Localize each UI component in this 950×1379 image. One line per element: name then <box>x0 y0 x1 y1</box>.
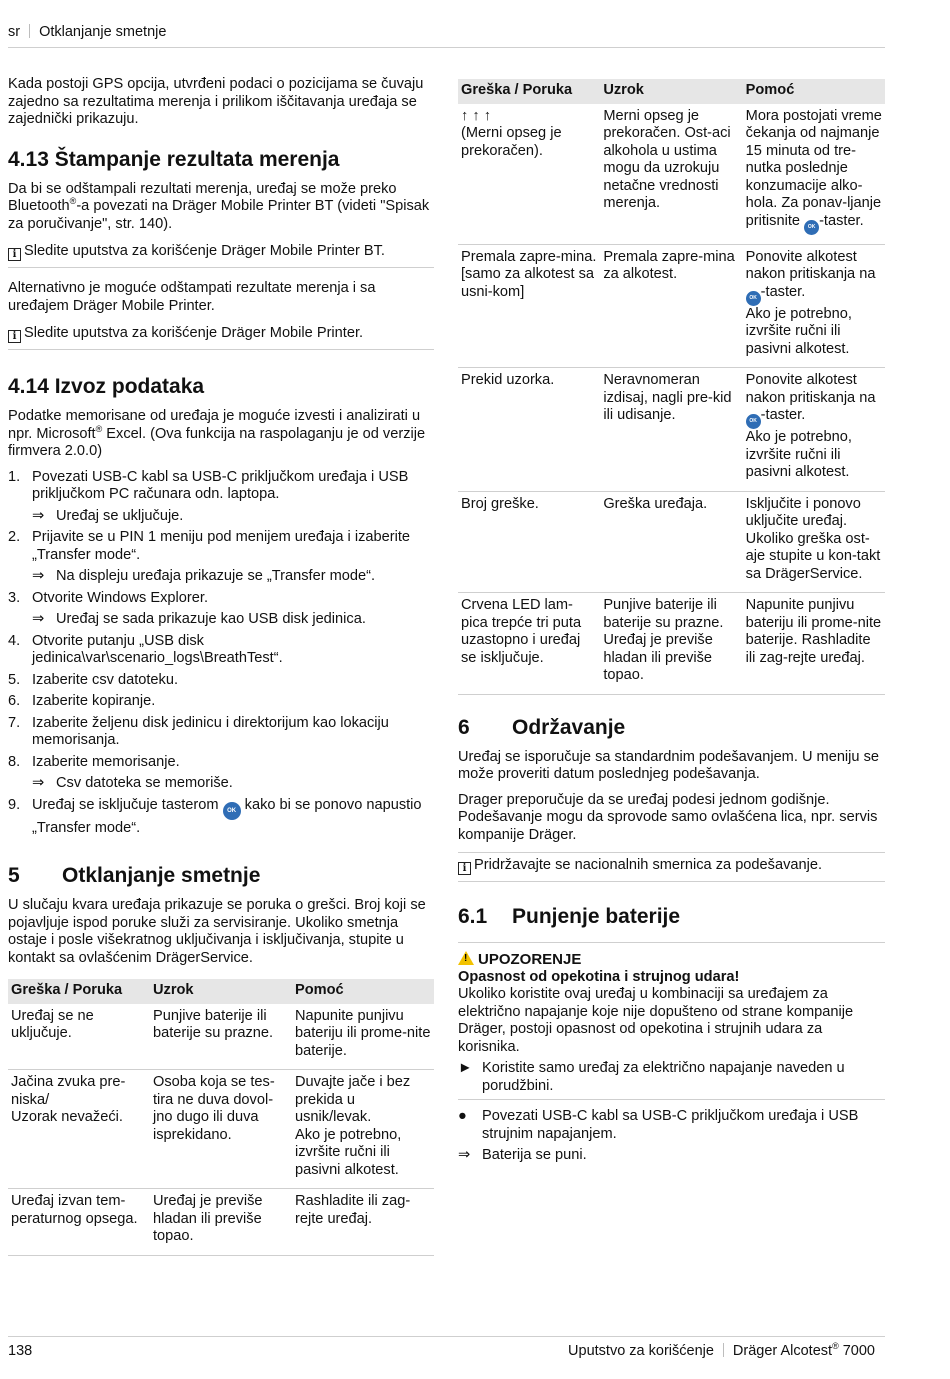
export-steps-list <box>8 469 434 838</box>
section-number: 5 <box>8 864 20 887</box>
section-title: Otklanjanje smetnje <box>62 864 261 887</box>
result-text: Uređaj se uključuje. <box>56 507 184 524</box>
warning-action-text: Koristite samo uređaj za električno napajanje naveden u porudžbini. <box>482 1060 845 1094</box>
table-cell: Broj greške. <box>458 491 600 593</box>
print-text-b: -a povezati na Dräger Mobile Printer BT (videti "Spisak za poručivanje", str. 140). <box>8 198 430 232</box>
result-text: Na displeju uređaja prikazuje se „Transfer mode“. <box>56 568 376 584</box>
step-item: 1. Povezati USB-C kabl sa USB-C priključkom uređaja i USB priključkom PC računara odn. laptopa. <box>8 468 409 502</box>
step-result <box>8 508 434 526</box>
charging-result-text: Baterija se puni. <box>482 1147 587 1163</box>
section-4-14-heading <box>8 374 434 400</box>
right-column <box>458 79 885 1169</box>
step-result <box>8 568 434 586</box>
cell-text-b: -taster. <box>819 212 864 229</box>
export-text-a: Podatke memorisane od uređaja je moguće izvesti i analizirati u npr. Microsoft <box>8 408 421 442</box>
registered-mark: ® <box>95 423 103 434</box>
step-text: Izaberite željenu disk jedinicu i direktorijum kao lokaciju memorisanja. <box>32 714 389 748</box>
step-text-a: Uređaj se isključuje tasterom <box>32 796 223 813</box>
column-header: Uzrok <box>150 979 292 1004</box>
warning-action <box>458 1060 885 1100</box>
step-text: Otvorite Windows Explorer. <box>32 589 208 606</box>
step-item: 3. Otvorite Windows Explorer. <box>8 589 208 606</box>
table-cell: Isključite i ponovo uključite uređaj. Ukoliko greška ost-aje stupite u kon-takt sa DrägerService. <box>743 491 885 593</box>
registered-mark: ® <box>69 196 77 206</box>
table-cell: Uređaj izvan tem-peraturnog opsega. <box>8 1189 150 1256</box>
step-item: 2. Prijavite se u PIN 1 meniju pod menijem uređaja i izaberite „Transfer mode“. <box>8 529 410 563</box>
step-item: 9. Uređaj se isključuje tasterom OK kako bi se ponovo napustio „Transfer mode“. <box>8 796 422 836</box>
maintenance-paragraph-1: Uređaj se isporučuje sa standardnim podešavanjem. U meniju se može proveriti datum poslednjeg podešavanja. <box>458 748 880 782</box>
table-row <box>8 1070 434 1189</box>
table-row <box>458 491 885 593</box>
page-number: 138 <box>8 1343 33 1359</box>
result-text: Csv datoteka se memoriše. <box>56 775 233 791</box>
table-row <box>8 1004 434 1070</box>
info-icon: i <box>458 862 471 875</box>
table-row <box>458 104 885 245</box>
cell-text-b: -taster. Ako je potrebno, izvršite ručni ili pasivni alkotest. <box>745 283 852 357</box>
section-title: Izvoz podataka <box>54 375 205 398</box>
step-item: 6. Izaberite kopiranje. <box>8 693 156 709</box>
page-footer <box>8 1336 885 1361</box>
charging-step-text: Povezati USB-C kabl sa USB-C priključkom uređaja i USB strujnim napajanjem. <box>482 1108 859 1142</box>
page-header <box>8 24 885 48</box>
export-text-b: Excel. (Ova funkcija na raspolaganju je od verzije firmvera 2.0.0) <box>8 425 426 459</box>
error-table-right <box>458 79 885 695</box>
column-header: Pomoć <box>292 979 434 1004</box>
warning-label: UPOZORENJE <box>478 951 582 968</box>
table-cell: Uređaj je previše hladan ili previše topao. <box>150 1189 292 1256</box>
info-note <box>458 852 885 882</box>
table-row <box>8 1189 434 1256</box>
step-text-b: kako bi se ponovo napustio „Transfer mode“. <box>32 796 422 836</box>
cell-text: (Merni opseg je prekoračen). <box>461 125 562 159</box>
warning-box <box>458 942 885 1100</box>
table-cell <box>743 244 885 368</box>
column-header: Uzrok <box>600 79 742 104</box>
ok-button-icon: OK <box>746 414 761 429</box>
table-cell: Duvajte jače i bez prekida u usnik/levak. Ako je potrebno, izvršite ručni ili pasivni alkotest. <box>292 1070 434 1189</box>
warning-headline: Opasnost od opekotina i strujnog udara! <box>458 968 740 985</box>
action-arrow-icon: ► <box>458 1060 473 1076</box>
step-result <box>8 775 434 793</box>
table-cell: Osoba koja se tes-tira ne duva dovol-jno dugo ili duva isprekidano. <box>150 1070 292 1189</box>
maintenance-paragraph-2: Drager preporučuje da se uređaj podesi jednom godišnje. Podešavanje mogu da sprovode samo ovlašćena lica, npr. servis kompanije Dräger. <box>458 791 878 843</box>
cell-text-b: -taster. Ako je potrebno, izvršite ručni ili pasivni alkotest. <box>745 407 852 480</box>
section-title: Održavanje <box>512 715 626 739</box>
warning-title <box>458 951 885 969</box>
result-arrow-icon: ⇒ <box>32 568 45 584</box>
table-cell: Punjive baterije ili baterije su prazne. <box>150 1004 292 1070</box>
table-cell: Premala zapre-mina. [samo za alkotest sa usni-kom] <box>458 244 600 368</box>
up-arrows-icon: ↑ ↑ ↑ <box>461 107 491 124</box>
left-column <box>8 76 434 1256</box>
info-note-text: Sledite uputstva za korišćenje Dräger Mobile Printer. <box>24 325 364 341</box>
step-text: Prijavite se u PIN 1 meniju pod menijem uređaja i izaberite „Transfer mode“. <box>32 529 410 563</box>
table-cell: Uređaj se ne uključuje. <box>8 1004 150 1070</box>
table-cell: Punjive baterije ili baterije su prazne. Uređaj je previše hladan ili previše topao. <box>600 593 742 695</box>
warning-triangle-icon <box>458 951 474 965</box>
section-number: 6 <box>458 715 470 739</box>
print-paragraph <box>8 181 434 234</box>
table-row <box>458 244 885 368</box>
step-text: Izaberite kopiranje. <box>32 693 156 709</box>
alt-print-paragraph: Alternativno je moguće odštampati rezultate merenja i sa uređajem Dräger Mobile Printer. <box>8 280 376 314</box>
table-cell: Neravnomeran izdisaj, nagli pre-kid ili udisanje. <box>600 368 742 492</box>
step-result <box>8 611 434 629</box>
result-arrow-icon: ⇒ <box>32 507 45 524</box>
footer-separator <box>723 1343 724 1357</box>
registered-mark: ® <box>832 1341 839 1351</box>
table-cell: Napunite punjivu bateriju ili prome-nite baterije. Rashladite ili zag-rejte uređaj. <box>743 593 885 695</box>
warning-body: Ukoliko koristite ovaj uređaj u kombinaciji sa uređajem za električno napajanje koje nije dopušteno od strane kompanije Dräger, postoji opasnost od opekotina i strujnih udara za korisnika. <box>458 986 854 1055</box>
table-cell: Merni opseg je prekoračen. Ost-aci alkohola u ustima mogu da uzrokuju netačne vrednosti merenja. <box>600 104 742 245</box>
table-header-row <box>458 79 885 104</box>
header-language: sr <box>8 24 21 40</box>
info-note-text: Pridržavajte se nacionalnih smernica za podešavanje. <box>474 857 823 873</box>
section-number: 4.14 <box>8 375 49 398</box>
column-header: Greška / Poruka <box>8 979 150 1004</box>
column-header: Greška / Poruka <box>458 79 600 104</box>
result-text: Uređaj se sada prikazuje kao USB disk jedinica. <box>56 611 366 627</box>
cell-text-a: Ponovite alkotest nakon pritiskanja na <box>745 248 876 282</box>
cell-text-a: Mora postojati vreme čekanja od najmanje 15 minuta od tre-nutka poslednje konzumacije alko-hola. Za ponav-ljanje pritisnite <box>745 107 882 229</box>
table-cell: Crvena LED lam-pica trepće tri puta uzastopno i uređaj se isključuje. <box>458 593 600 695</box>
step-item: 4. Otvorite putanju „USB disk jedinica\var\scenario_logs\BreathTest“. <box>8 632 283 666</box>
section-6-1-heading <box>458 904 885 930</box>
table-cell: Rashladite ili zag-rejte uređaj. <box>292 1189 434 1256</box>
table-row <box>458 593 885 695</box>
error-table-left <box>8 979 434 1256</box>
step-text: Povezati USB-C kabl sa USB-C priključkom uređaja i USB priključkom PC računara odn. laptopa. <box>32 468 409 502</box>
export-paragraph <box>8 408 434 461</box>
step-item: 7. Izaberite željenu disk jedinicu i direktorijum kao lokaciju memorisanja. <box>8 714 389 748</box>
header-title: Otklanjanje smetnje <box>39 24 167 40</box>
section-4-13-heading <box>8 147 434 173</box>
ok-button-icon: OK <box>804 220 819 235</box>
ok-button-icon: OK <box>746 291 761 306</box>
table-cell: Greška uređaja. <box>600 491 742 593</box>
table-cell: Napunite punjivu bateriju ili prome-nite baterije. <box>292 1004 434 1070</box>
result-arrow-icon: ⇒ <box>32 775 45 791</box>
warning-mark: ! <box>464 953 468 964</box>
info-note <box>8 323 434 350</box>
charging-result <box>458 1147 885 1165</box>
bullet-icon: ● <box>458 1108 467 1124</box>
info-note <box>8 241 434 268</box>
section-title: Punjenje baterije <box>512 905 681 928</box>
info-note-text: Sledite uputstva za korišćenje Dräger Mobile Printer BT. <box>24 243 385 259</box>
header-separator <box>29 24 30 38</box>
info-icon: i <box>8 330 21 343</box>
charging-step <box>458 1108 885 1143</box>
troubleshooting-paragraph: U slučaju kvara uređaja prikazuje se poruka o grešci. Broj koji se pojavljuje ispod poruke služi za servisiranje. Ukoliko smetnja ostaje i posle višekratnog uključivanja i isključivanja, stupite u kontakt sa ovlašćenim DrägerService. <box>8 897 426 966</box>
gps-intro-paragraph: Kada postoji GPS opcija, utvrđeni podaci o pozicijama se čuvaju zajedno sa rezultatima merenja i prilikom iščitavanja uređaja se zajednički prikazuju. <box>8 76 424 127</box>
result-arrow-icon: ⇒ <box>32 611 45 627</box>
table-cell: Jačina zvuka pre-niska/ Uzorak nevažeći. <box>8 1070 150 1189</box>
table-row <box>458 368 885 492</box>
table-cell: Premala zapre-mina za alkotest. <box>600 244 742 368</box>
section-number: 6.1 <box>458 905 488 928</box>
step-item: 8. Izaberite memorisanje. <box>8 753 180 770</box>
footer-product-model: 7000 <box>838 1343 875 1359</box>
step-text: Otvorite putanju „USB disk jedinica\var\scenario_logs\BreathTest“. <box>32 632 283 666</box>
section-6-heading <box>458 715 885 741</box>
table-cell: Prekid uzorka. <box>458 368 600 492</box>
column-header: Pomoć <box>743 79 885 104</box>
step-text: Izaberite memorisanje. <box>32 753 180 770</box>
footer-doc-info <box>568 1343 875 1361</box>
step-item: 5. Izaberite csv datoteku. <box>8 671 179 688</box>
table-cell <box>743 104 885 245</box>
step-text: Izaberite csv datoteku. <box>32 671 179 688</box>
print-text-a: Da bi se odštampali rezultati merenja, uređaj se može preko Bluetooth <box>8 180 397 214</box>
section-title: Štampanje rezultata merenja <box>54 147 340 171</box>
table-header-row <box>8 979 434 1004</box>
result-arrow-icon: ⇒ <box>458 1147 471 1163</box>
section-number: 4.13 <box>8 147 49 171</box>
table-cell <box>743 368 885 492</box>
cell-text-a: Ponovite alkotest nakon pritiskanja na <box>745 372 876 406</box>
info-icon: i <box>8 248 21 261</box>
footer-doc-title: Uputstvo za korišćenje <box>568 1343 714 1359</box>
section-5-heading <box>8 863 434 889</box>
footer-product: Dräger Alcotest <box>732 1343 833 1359</box>
table-cell <box>458 104 600 245</box>
ok-button-icon: OK <box>223 802 241 820</box>
